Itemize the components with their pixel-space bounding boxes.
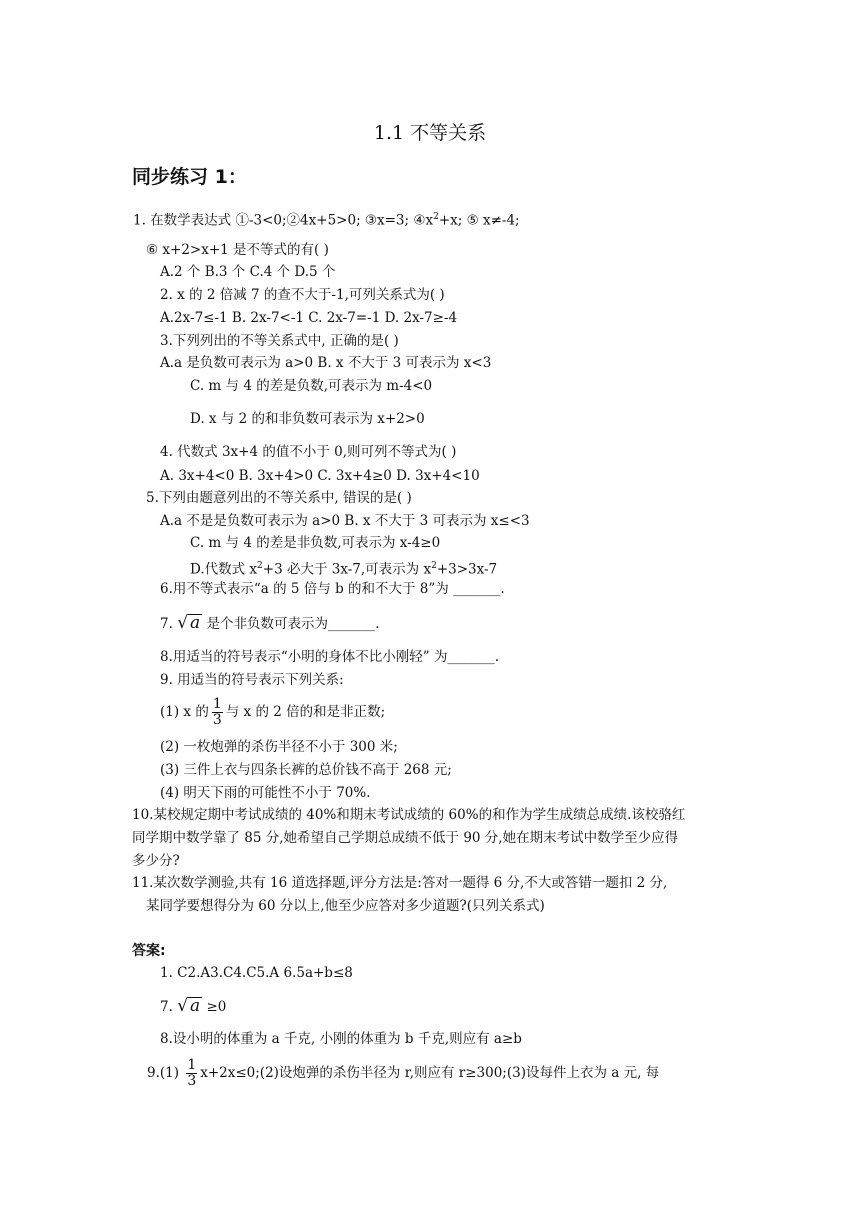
answer-9: 9.(1) $\frac{1}{3}$ x+2x≤0;(2)设炮弹的杀伤半径为 r,则应有 r≥300;(3)设每件上衣为 a 元, 每 bbox=[147, 1057, 660, 1089]
question-11-line1: 11.某次数学测验,共有 16 道选择题,评分方法是:答对一题得 6 分,不大或答错一题扣 2 分, bbox=[132, 875, 668, 891]
question-2-stem: 2. x 的 2 倍减 7 的查不大于-1,可列关系式为( ) bbox=[160, 287, 445, 303]
question-2-options: A.2x-7≤-1 B. 2x-7<-1 C. 2x-7=-1 D. 2x-7≥-4 bbox=[160, 310, 458, 326]
question-11-line2: 某同学要想得分为 60 分以上,他至少应答对多少道题?(只列关系式) bbox=[146, 898, 545, 914]
question-1-stem: 1. 在数学表达式 ①-3<0;②4x+5>0; ③x=3; $④x^2+x$; ⑤ x≠-4; bbox=[133, 212, 520, 229]
question-9-item-1: (1) x 的 $\frac{1}{3}$ 与 x 的 2 倍的和是非正数; bbox=[160, 696, 386, 728]
question-5-options-ab: A.a 不是是负数可表示为 a>0 B. x 不大于 3 可表示为 x≤<3 bbox=[160, 513, 530, 529]
question-1-options: A.2 个 B.3 个 C.4 个 D.5 个 bbox=[160, 264, 336, 280]
question-9-item-2: (2) 一枚炮弹的杀伤半径不小于 300 米; bbox=[160, 739, 398, 755]
page-title: 1.1 不等关系 bbox=[373, 122, 487, 144]
answer-1-6: 1. C2.A3.C4.C5.A 6.5a+b≤8 bbox=[160, 965, 353, 981]
fraction-one-third: $\frac{1}{3}$ bbox=[212, 696, 222, 728]
question-5-stem: 5.下列由题意列出的不等关系中, 错误的是( ) bbox=[146, 490, 412, 506]
question-9-item-4: (4) 明天下雨的可能性不小于 70%. bbox=[160, 785, 371, 801]
question-1-line2: ⑥ x+2>x+1 是不等式的有( ) bbox=[146, 242, 329, 258]
question-8: 8.用适当的符号表示“小明的身体不比小刚轻” 为_______. bbox=[160, 649, 500, 665]
question-5-option-c: C. m 与 4 的差是非负数,可表示为 x-4≥0 bbox=[190, 535, 441, 551]
question-9-stem: 9. 用适当的符号表示下列关系: bbox=[160, 672, 344, 688]
question-4-stem: 4. 代数式 3x+4 的值不小于 0,则可列不等式为( ) bbox=[160, 444, 457, 460]
question-7: 7. √ a 是个非负数可表示为_______. bbox=[160, 613, 380, 633]
question-3-stem: 3.下列列出的不等关系式中, 正确的是( ) bbox=[160, 333, 399, 349]
question-10-line3: 多少分? bbox=[132, 853, 180, 869]
question-3-option-c: C. m 与 4 的差是负数,可表示为 m-4<0 bbox=[190, 378, 433, 394]
question-4-options: A. 3x+4<0 B. 3x+4>0 C. 3x+4≥0 D. 3x+4<10 bbox=[160, 468, 480, 484]
answers-heading: 答案: bbox=[132, 943, 166, 959]
fraction-one-third: $\frac{1}{3}$ bbox=[187, 1057, 197, 1089]
answer-7: 7. √ a ≥0 bbox=[160, 996, 227, 1016]
sqrt-symbol: √ a bbox=[177, 996, 201, 1016]
answer-8: 8.设小明的体重为 a 千克, 小刚的体重为 b 千克,则应有 a≥b bbox=[160, 1031, 522, 1047]
question-6: 6.用不等式表示“a 的 5 倍与 b 的和不大于 8”为 _______. bbox=[160, 581, 505, 597]
section-heading: 同步练习 1： bbox=[132, 166, 247, 188]
question-9-item-3: (3) 三件上衣与四条长裤的总价钱不高于 268 元; bbox=[160, 762, 452, 778]
question-3-option-d: D. x 与 2 的和非负数可表示为 x+2>0 bbox=[190, 411, 425, 427]
question-3-options-ab: A.a 是负数可表示为 a>0 B. x 不大于 3 可表示为 x<3 bbox=[160, 355, 492, 371]
question-5-option-d: D.代数式 $x^2+3$ 必大于 3x-7,可表示为 $x^2+3>3x-7$ bbox=[190, 561, 498, 578]
question-10-line2: 同学期中数学靠了 85 分,她希望自己学期总成绩不低于 90 分,她在期末考试中数学至少应得 bbox=[132, 830, 679, 846]
question-10-line1: 10.某校规定期中考试成绩的 40%和期末考试成绩的 60%的和作为学生成绩总成绩.该校骆红 bbox=[132, 807, 686, 823]
sqrt-symbol: √ a bbox=[177, 613, 201, 633]
